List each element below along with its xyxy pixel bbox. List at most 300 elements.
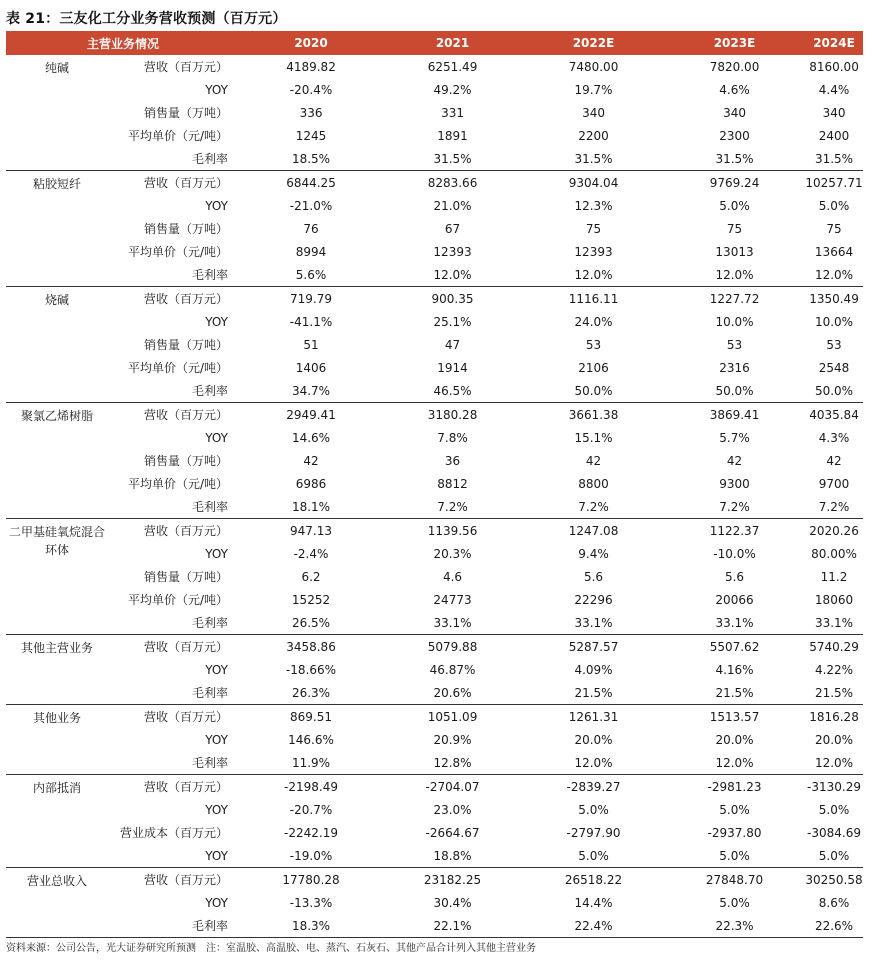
table-row [6,705,863,729]
value-cell: -13.3% [289,895,333,910]
value-cell: 12.0% [664,263,805,287]
value-cell: 75 [826,221,842,236]
table-row [6,472,863,495]
value-cell: 75 [726,221,743,236]
value-cell: 13664 [814,244,854,259]
value-cell: 4.4% [818,82,850,97]
header-business-label: 主营业务情况 [6,31,240,55]
value-cell: 21.5% [523,681,664,705]
value-cell: 5.0% [664,844,805,868]
metric-cell [108,821,240,844]
metric-cell [108,658,240,681]
value-cell: -2937.80 [707,825,762,840]
table-row [6,171,863,195]
value-cell: -41.1% [289,314,333,329]
value-cell: 46.5% [382,379,523,403]
value-cell: 51 [303,337,319,352]
value-cell: -10.0% [713,546,756,561]
table-row [6,728,863,751]
header-year: 2023E [664,31,805,55]
value-cell: 4.6 [442,569,463,584]
value-cell: 14.6% [291,430,331,445]
value-cell: 50.0% [805,379,863,403]
value-cell: 21.5% [805,681,863,705]
value-cell: 30250.58 [805,872,863,887]
value-cell: 3180.28 [427,407,478,422]
value-cell: 8994 [295,244,327,259]
value-cell: 5.7% [719,430,750,445]
metric-label: 营收（百万元） [143,524,228,538]
table-row [6,495,863,519]
metric-label: YOY [205,314,228,329]
value-cell: 4.6% [719,82,750,97]
value-cell: 5.6 [583,569,604,584]
table-row [6,588,863,611]
metric-label: 毛利率 [191,152,228,166]
metric-cell [108,844,240,868]
value-cell: 8283.66 [427,175,478,190]
value-cell: 9304.04 [568,175,619,190]
segment-name: 纯碱 [6,55,108,171]
value-cell: 5.6% [240,263,382,287]
metric-label: 平均单价（元/吨） [127,129,228,143]
value-cell: 8800 [578,476,609,491]
metric-cell [108,147,240,171]
value-cell: 13013 [715,244,754,259]
segment-name: 其他主营业务 [6,635,108,705]
table-row [6,914,863,938]
value-cell: 31.5% [382,147,523,171]
table-title: 表 21：三友化工分业务营收预测（百万元） [6,11,287,27]
table-row [6,403,863,427]
segment-name: 二甲基硅氧烷混合环体 [6,519,108,635]
value-cell: 27848.70 [705,872,764,887]
metric-label: 平均单价（元/吨） [127,477,228,491]
value-cell: 146.6% [288,732,334,747]
metric-cell [108,868,240,892]
metric-cell [108,287,240,311]
value-cell: -2981.23 [707,779,762,794]
value-cell: 2106 [578,360,609,375]
metric-cell [108,379,240,403]
value-cell: 22.6% [805,914,863,938]
value-cell: 20.0% [574,732,613,747]
table-row [6,78,863,101]
value-cell: 7.2% [382,495,523,519]
value-cell: 5.6 [724,569,745,584]
value-cell: 34.7% [240,379,382,403]
value-cell: 47 [444,337,461,352]
metric-cell [108,240,240,263]
metric-cell [108,403,240,427]
value-cell: 20.3% [433,546,472,561]
header-year: 2021 [382,31,523,55]
value-cell: 8160.00 [809,59,859,74]
metric-cell [108,495,240,519]
value-cell: 11.2 [820,569,848,584]
value-cell: -20.7% [289,802,333,817]
metric-label: 毛利率 [191,919,228,933]
metric-cell [108,681,240,705]
value-cell: -2242.19 [284,825,338,840]
value-cell: 50.0% [664,379,805,403]
metric-cell [108,775,240,799]
segment-name: 粘胶短纤 [6,171,108,287]
metric-label: 营收（百万元） [143,780,228,794]
value-cell: 12.0% [382,263,523,287]
metric-label: 销售量（万吨） [143,570,228,584]
value-cell: 5.0% [523,844,664,868]
metric-cell [108,101,240,124]
value-cell: -21.0% [289,198,333,213]
table-row [6,844,863,868]
value-cell: 3458.86 [286,639,336,654]
value-cell: 4.16% [715,662,754,677]
metric-label: 毛利率 [191,616,228,630]
value-cell: 2020.26 [809,523,859,538]
value-cell: 12393 [433,244,472,259]
value-cell: 5.0% [578,802,609,817]
value-cell: 18.1% [240,495,382,519]
value-cell: 2300 [719,128,750,143]
metric-label: YOY [205,430,228,445]
value-cell: 15252 [291,592,331,607]
value-cell: 46.87% [429,662,476,677]
value-cell: 1914 [437,360,468,375]
value-cell: -20.4% [289,82,333,97]
value-cell: 33.1% [805,611,863,635]
value-cell: 10.0% [814,314,854,329]
value-cell: 10.0% [715,314,754,329]
value-cell: 1247.08 [568,523,619,538]
metric-cell [108,55,240,78]
metric-label: 毛利率 [191,686,228,700]
metric-label: YOY [205,848,228,863]
value-cell: 4.3% [818,430,850,445]
value-cell: 2400 [818,128,850,143]
value-cell: -2797.90 [566,825,621,840]
value-cell: 12.0% [664,751,805,775]
value-cell: 5740.29 [809,639,859,654]
table-row [6,798,863,821]
table-row [6,891,863,914]
value-cell: 53 [826,337,842,352]
metric-label: 平均单价（元/吨） [127,593,228,607]
value-cell: 42 [585,453,602,468]
value-cell: 31.5% [523,147,664,171]
table-row [6,542,863,565]
table-row [6,263,863,287]
value-cell: 26.5% [240,611,382,635]
value-cell: 18.5% [240,147,382,171]
metric-label: YOY [205,82,228,97]
value-cell: 12.0% [805,263,863,287]
metric-label: YOY [205,802,228,817]
table-row [6,426,863,449]
value-cell: 6251.49 [427,59,478,74]
value-cell: 22.4% [523,914,664,938]
metric-cell [108,705,240,729]
value-cell: 7820.00 [709,59,760,74]
value-cell: 8.6% [818,895,850,910]
value-cell: 18.8% [382,844,523,868]
value-cell: 1116.11 [568,291,619,306]
value-cell: 9700 [818,476,850,491]
value-cell: -2664.67 [425,825,480,840]
value-cell: 76 [303,221,319,236]
value-cell: 20.0% [715,732,754,747]
value-cell: 5079.88 [427,639,478,654]
value-cell: 67 [444,221,461,236]
value-cell: 2200 [578,128,609,143]
metric-label: YOY [205,895,228,910]
table-row [6,101,863,124]
table-row [6,147,863,171]
segment-name: 烧碱 [6,287,108,403]
metric-label: 销售量（万吨） [143,454,228,468]
metric-cell [108,310,240,333]
value-cell: 21.5% [664,681,805,705]
segment-name: 内部抵消 [6,775,108,868]
value-cell: 4189.82 [286,59,336,74]
table-row [6,681,863,705]
value-cell: 53 [726,337,743,352]
table-row [6,333,863,356]
metric-cell [108,542,240,565]
table-row [6,287,863,311]
value-cell: -3084.69 [807,825,861,840]
value-cell: 7.2% [523,495,664,519]
metric-label: 平均单价（元/吨） [127,245,228,259]
value-cell: 7.2% [664,495,805,519]
metric-label: YOY [205,662,228,677]
value-cell: 75 [585,221,602,236]
metric-cell [108,426,240,449]
value-cell: 20.9% [433,732,472,747]
value-cell: 33.1% [523,611,664,635]
value-cell: 4.09% [574,662,613,677]
metric-cell [108,611,240,635]
value-cell: 340 [822,105,846,120]
value-cell: 36 [444,453,461,468]
value-cell: 24.0% [574,314,613,329]
metric-cell [108,356,240,379]
value-cell: 900.35 [431,291,474,306]
segment-name: 其他业务 [6,705,108,775]
value-cell: 12.0% [523,263,664,287]
value-cell: 20066 [715,592,754,607]
table-row [6,868,863,892]
value-cell: 6986 [295,476,327,491]
header-row [6,31,863,55]
table-row [6,635,863,659]
metric-label: 营业成本（百万元） [119,826,228,840]
header-year: 2022E [523,31,664,55]
value-cell: 4035.84 [809,407,859,422]
value-cell: 12393 [574,244,613,259]
value-cell: 1816.28 [809,709,859,724]
value-cell: 10257.71 [805,175,863,190]
value-cell: 9300 [719,476,750,491]
table-row [6,194,863,217]
segment-name: 聚氯乙烯树脂 [6,403,108,519]
value-cell: -19.0% [240,844,382,868]
value-cell: 20.0% [814,732,854,747]
value-cell: 1227.72 [709,291,760,306]
value-cell: 22.3% [664,914,805,938]
metric-label: 营收（百万元） [143,292,228,306]
metric-cell [108,124,240,147]
value-cell: 18.3% [240,914,382,938]
value-cell: -2839.27 [566,779,621,794]
metric-cell [108,78,240,101]
value-cell: 947.13 [290,523,333,538]
value-cell: 3661.38 [568,407,619,422]
table-row [6,658,863,681]
value-cell: 21.0% [433,198,472,213]
metric-label: 营收（百万元） [143,873,228,887]
value-cell: 1513.57 [709,709,760,724]
value-cell: 23.0% [433,802,472,817]
value-cell: 5.0% [818,802,850,817]
metric-label: YOY [205,198,228,213]
metric-label: 营收（百万元） [143,640,228,654]
value-cell: 4.22% [814,662,854,677]
table-row [6,310,863,333]
segment-name: 营业总收入 [6,868,108,938]
value-cell: 22.1% [382,914,523,938]
metric-cell [108,217,240,240]
value-cell: 9769.24 [709,175,760,190]
table-row [6,240,863,263]
value-cell: 11.9% [240,751,382,775]
metric-label: 营收（百万元） [143,176,228,190]
source-note: 资料来源：公司公告，光大证券研究所预测 注：室温胶、高温胶、电、蒸汽、石灰石、其他产品合计列入其他主营业务 [6,943,536,954]
value-cell: -2.4% [293,546,329,561]
value-cell: 26518.22 [564,872,623,887]
metric-label: YOY [205,546,228,561]
metric-label: 毛利率 [191,756,228,770]
value-cell: 19.7% [574,82,613,97]
metric-label: 销售量（万吨） [143,222,228,236]
header-year: 2024E [805,31,863,55]
value-cell: 24773 [433,592,472,607]
metric-label: 营收（百万元） [143,710,228,724]
metric-cell [108,891,240,914]
value-cell: 5287.57 [568,639,619,654]
value-cell: 331 [441,105,464,120]
metric-cell [108,263,240,287]
metric-cell [108,635,240,659]
table-row [6,775,863,799]
value-cell: 14.4% [574,895,613,910]
value-cell: 7480.00 [568,59,619,74]
metric-cell [108,333,240,356]
metric-label: 营收（百万元） [143,60,228,74]
value-cell: 6844.25 [286,175,336,190]
value-cell: -18.66% [285,662,337,677]
metric-cell [108,798,240,821]
value-cell: 50.0% [523,379,664,403]
value-cell: 20.6% [382,681,523,705]
metric-label: 营收（百万元） [143,408,228,422]
value-cell: 80.00% [811,546,857,561]
metric-label: YOY [205,732,228,747]
value-cell: 25.1% [433,314,472,329]
metric-cell [108,449,240,472]
value-cell: 1122.37 [709,523,760,538]
table-row [6,124,863,147]
table-body [6,55,863,938]
table-row [6,519,863,543]
value-cell: 49.2% [433,82,472,97]
value-cell: -2198.49 [284,779,338,794]
table-row [6,55,863,78]
metric-label: 销售量（万吨） [143,106,228,120]
value-cell: 53 [585,337,602,352]
value-cell: 7.8% [437,430,468,445]
value-cell: 8812 [437,476,468,491]
value-cell: 9.4% [578,546,609,561]
metric-cell [108,171,240,195]
metric-cell [108,565,240,588]
metric-label: 销售量（万吨） [143,338,228,352]
metric-cell [108,472,240,495]
value-cell: 1891 [437,128,468,143]
value-cell: 5.0% [719,802,750,817]
metric-label: 毛利率 [191,384,228,398]
table-row [6,565,863,588]
table-row [6,217,863,240]
value-cell: 26.3% [240,681,382,705]
value-cell: 5.0% [818,198,850,213]
value-cell: 30.4% [433,895,472,910]
value-cell: 12.0% [805,751,863,775]
value-cell: 12.0% [523,751,664,775]
value-cell: 1051.09 [427,709,478,724]
metric-label: 毛利率 [191,500,228,514]
value-cell: 1406 [295,360,327,375]
table-row [6,821,863,844]
value-cell: 12.8% [382,751,523,775]
value-cell: 5.0% [805,844,863,868]
metric-cell [108,194,240,217]
value-cell: 42 [303,453,319,468]
value-cell: 336 [299,105,323,120]
table-row [6,449,863,472]
value-cell: -2704.07 [425,779,480,794]
value-cell: 5.0% [719,895,750,910]
table-row [6,611,863,635]
value-cell: 1139.56 [427,523,478,538]
value-cell: -3130.29 [807,779,861,794]
value-cell: 5.0% [719,198,750,213]
value-cell: 18060 [814,592,854,607]
value-cell: 340 [723,105,746,120]
metric-label: 毛利率 [191,268,228,282]
value-cell: 33.1% [664,611,805,635]
value-cell: 31.5% [664,147,805,171]
metric-cell [108,751,240,775]
metric-label: 平均单价（元/吨） [127,361,228,375]
value-cell: 719.79 [290,291,333,306]
value-cell: 12.3% [574,198,613,213]
value-cell: 33.1% [382,611,523,635]
value-cell: 2949.41 [286,407,336,422]
value-cell: 1245 [295,128,327,143]
metric-cell [108,519,240,543]
value-cell: 340 [582,105,605,120]
